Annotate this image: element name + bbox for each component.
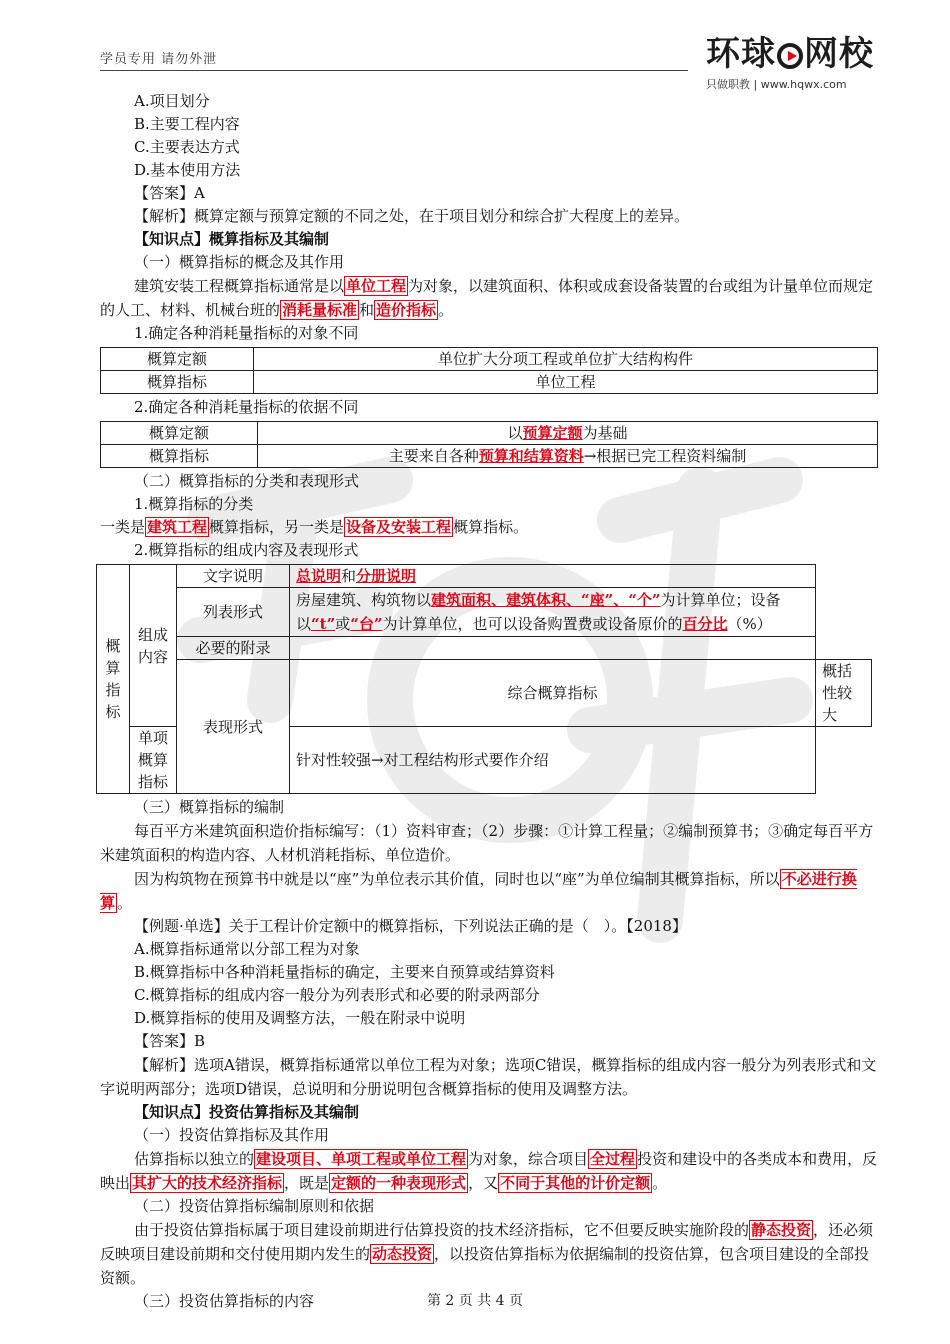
text-run: 和 — [341, 567, 357, 585]
table-cell-value: 针对性较强→对工程结构形式要作介绍 — [290, 727, 816, 794]
text-run: 建筑安装工程概算指标通常是以 — [134, 277, 345, 295]
table-cell-value: 单位扩大分项工程或单位扩大结构构件 — [254, 348, 878, 371]
highlight-term: 预算定额 — [522, 424, 583, 442]
text-run: 。 — [652, 1174, 668, 1192]
composition-table — [96, 564, 872, 794]
q2-option-c: C.概算指标的组成内容一般分为列表形式和必要的附录两部分 — [134, 986, 540, 1004]
kp1-section-1: （一）概算指标的概念及其作用 — [134, 253, 345, 271]
header-rule — [100, 70, 688, 71]
text-run: 房屋建筑、构筑物以 — [296, 591, 432, 609]
highlight-term: 设备及安装工程 — [346, 518, 452, 536]
highlight-term: 建筑工程 — [147, 518, 208, 536]
text-run: 概算指标。 — [453, 518, 529, 536]
kp1-section-3: （三）概算指标的编制 — [134, 798, 285, 816]
kp1-numbered-4: 2.概算指标的组成内容及表现形式 — [134, 541, 359, 559]
highlight-term: 单位工程 — [346, 277, 407, 295]
logo-text-right: 网校 — [804, 34, 874, 74]
highlight-term: 静态投资 — [751, 1221, 812, 1239]
table-cell-value — [290, 565, 816, 588]
kp1-paragraph-3: 每百平方米建筑面积造价指标编写：（1）资料审查；（2）步骤：①计算工程量；②编制预算书；③确定每百平方米建筑面积的构造内容、人材机消耗指标、单位造价。 — [100, 822, 874, 864]
table-cell-value: 单位工程 — [254, 371, 878, 394]
play-icon — [777, 43, 803, 69]
kp1-paragraph-4 — [100, 867, 878, 915]
page-number: 第 2 页 共 4 页 — [426, 1293, 524, 1309]
text-run: →根据已完工程资料编制 — [583, 447, 747, 465]
highlight-term: 全过程 — [590, 1150, 636, 1168]
table-cell-label: 单项概算指标 — [130, 727, 177, 794]
text-run: 概算指标，另一类是 — [209, 518, 345, 536]
q1-answer: 【答案】A — [134, 184, 205, 202]
q2-option-d: D.概算指标的使用及调整方法，一般在附录中说明 — [134, 1009, 466, 1027]
table-row — [97, 588, 872, 637]
confidential-notice: 学员专用 请勿外泄 — [100, 52, 218, 67]
text-run: 和 — [359, 301, 375, 319]
q1-option-b: B.主要工程内容 — [134, 115, 240, 133]
basis-comparison-table — [100, 421, 878, 468]
kp2-title: 【知识点】投资估算指标及其编制 — [134, 1103, 360, 1121]
q1-option-d: D.基本使用方法 — [134, 161, 241, 179]
q2-answer: 【答案】B — [134, 1032, 206, 1050]
text-run: （%） — [727, 615, 772, 633]
text-run: 为计算单位；设备以 — [296, 591, 781, 633]
highlight-term: “t” — [311, 615, 336, 633]
kp2-section-2: （二）投资估算指标编制原则和依据 — [134, 1197, 375, 1215]
kp1-title: 【知识点】概算指标及其编制 — [134, 230, 330, 248]
highlight-term: 不同于其他的计价定额 — [500, 1174, 651, 1192]
table-cell-value — [290, 588, 816, 637]
table-row — [101, 422, 878, 445]
text-run: ，还必须反映项目建设前期和交付使用期内发生的 — [100, 1221, 874, 1263]
text-run: 主要来自各种 — [388, 447, 479, 465]
text-run: 因为构筑物在预算书中就是以“座”为单位表示其价值，同时也以“座”为单位编制其概算指标，所以 — [134, 870, 780, 888]
text-run: 估算指标以独立的 — [134, 1150, 255, 1168]
text-run: 为计算单位，也可以设备购置费或设备原价的 — [382, 615, 683, 633]
logo-wordmark — [706, 34, 876, 74]
q1-analysis: 【解析】概算定额与预算定额的不同之处，在于项目划分和综合扩大程度上的差异。 — [134, 207, 690, 225]
q1-option-a: A.项目划分 — [134, 92, 210, 110]
table-cell-group: 表现形式 — [177, 660, 290, 794]
highlight-term: 其扩大的技术经济指标 — [132, 1174, 283, 1192]
highlight-term: 分册说明 — [356, 567, 417, 585]
q2-analysis: 【解析】选项A错误，概算指标通常以单位工程为对象；选项C错误，概算指标的组成内容一般分为列表形式和文字说明两部分；选项D错误，总说明和分册说明包含概算指标的使用及调整方法。 — [100, 1056, 877, 1098]
main-content — [100, 90, 878, 1313]
table-cell-label: 列表形式 — [177, 588, 290, 637]
table-cell-label: 概算指标 — [101, 371, 254, 394]
table-cell-label: 必要的附录 — [177, 637, 290, 660]
table-row — [97, 637, 872, 660]
logo-text-left: 环球 — [706, 34, 776, 74]
q1-option-c: C.主要表达方式 — [134, 138, 240, 156]
highlight-term: 建筑面积、建筑体积、“座”、“个” — [431, 591, 661, 609]
text-run: 。 — [438, 301, 454, 319]
table-cell-root: 概算指标 — [97, 565, 130, 794]
kp2-paragraph-1 — [100, 1147, 878, 1195]
q2-stem: 【例题·单选】关于工程计价定额中的概算指标，下列说法正确的是（ ）。【2018】 — [134, 917, 687, 935]
q2-option-b: B.概算指标中各种消耗量指标的确定，主要来自预算或结算资料 — [134, 963, 555, 981]
table-cell-label: 文字说明 — [177, 565, 290, 588]
kp2-section-3: （三）投资估算指标的内容 — [134, 1292, 315, 1310]
table-cell-label: 概算指标 — [101, 445, 258, 468]
text-run: 为基础 — [582, 424, 628, 442]
text-run: 一类是 — [100, 518, 146, 536]
table-cell-value: 概括性较大 — [816, 660, 872, 727]
table-row — [101, 348, 878, 371]
text-run: 。 — [117, 894, 133, 912]
highlight-term: 消耗量标准 — [282, 301, 358, 319]
kp1-numbered-3: 1.概算指标的分类 — [134, 495, 254, 513]
table-row — [97, 660, 872, 727]
kp1-numbered-2: 2.确定各种消耗量指标的依据不同 — [134, 398, 359, 416]
text-run: ，以投资估算指标为依据编制的投资估算，包含项目建设的全部投资额。 — [100, 1245, 870, 1287]
kp1-classification — [100, 516, 878, 539]
highlight-term: 定额的一种表现形式 — [331, 1174, 467, 1192]
highlight-term: 不必进行换算 — [100, 870, 857, 912]
highlight-term: 百分比 — [682, 615, 728, 633]
table-cell-value — [258, 445, 878, 468]
table-cell-label: 概算定额 — [101, 422, 258, 445]
text-run: ，既是 — [284, 1174, 330, 1192]
table-cell-value — [290, 637, 816, 660]
brand-logo — [706, 34, 876, 92]
kp1-paragraph-1 — [100, 274, 878, 322]
highlight-term: 造价指标 — [376, 301, 437, 319]
text-run: 以 — [507, 424, 523, 442]
object-comparison-table — [100, 347, 878, 394]
table-row — [101, 371, 878, 394]
kp1-numbered-1: 1.确定各种消耗量指标的对象不同 — [134, 324, 359, 342]
table-cell-value — [258, 422, 878, 445]
text-run: 或 — [335, 615, 351, 633]
highlight-term: 动态投资 — [372, 1245, 433, 1263]
text-run: ，又 — [468, 1174, 499, 1192]
table-row — [97, 565, 872, 588]
highlight-term: 建设项目、单项工程或单位工程 — [256, 1150, 467, 1168]
q2-option-a: A.概算指标通常以分部工程为对象 — [134, 940, 360, 958]
text-run: 由于投资估算指标属于项目建设前期进行估算投资的技术经济指标，它不但要反映实施阶段的 — [134, 1221, 750, 1239]
text-run: 为对象，以建筑面积、体积或成套设备装置的台或组为计量单位而规定的人工、材料、机械台班的 — [100, 277, 874, 319]
text-run: 投资和建设中的各类成本和费用，反映出 — [100, 1150, 878, 1192]
table-cell-label: 概算定额 — [101, 348, 254, 371]
table-cell-group: 组成内容 — [130, 565, 177, 727]
table-cell-label: 综合概算指标 — [290, 660, 816, 727]
highlight-term: “台” — [350, 615, 383, 633]
highlight-term: 总说明 — [296, 567, 342, 585]
table-row — [101, 445, 878, 468]
kp1-section-2: （二）概算指标的分类和表现形式 — [134, 472, 360, 490]
kp2-section-1: （一）投资估算指标及其作用 — [134, 1126, 330, 1144]
highlight-term: 预算和结算资料 — [478, 447, 584, 465]
text-run: 为对象，综合项目 — [468, 1150, 589, 1168]
logo-tagline: 只做职教 | www.hqwx.com — [706, 78, 847, 91]
kp2-paragraph-2 — [100, 1218, 878, 1290]
